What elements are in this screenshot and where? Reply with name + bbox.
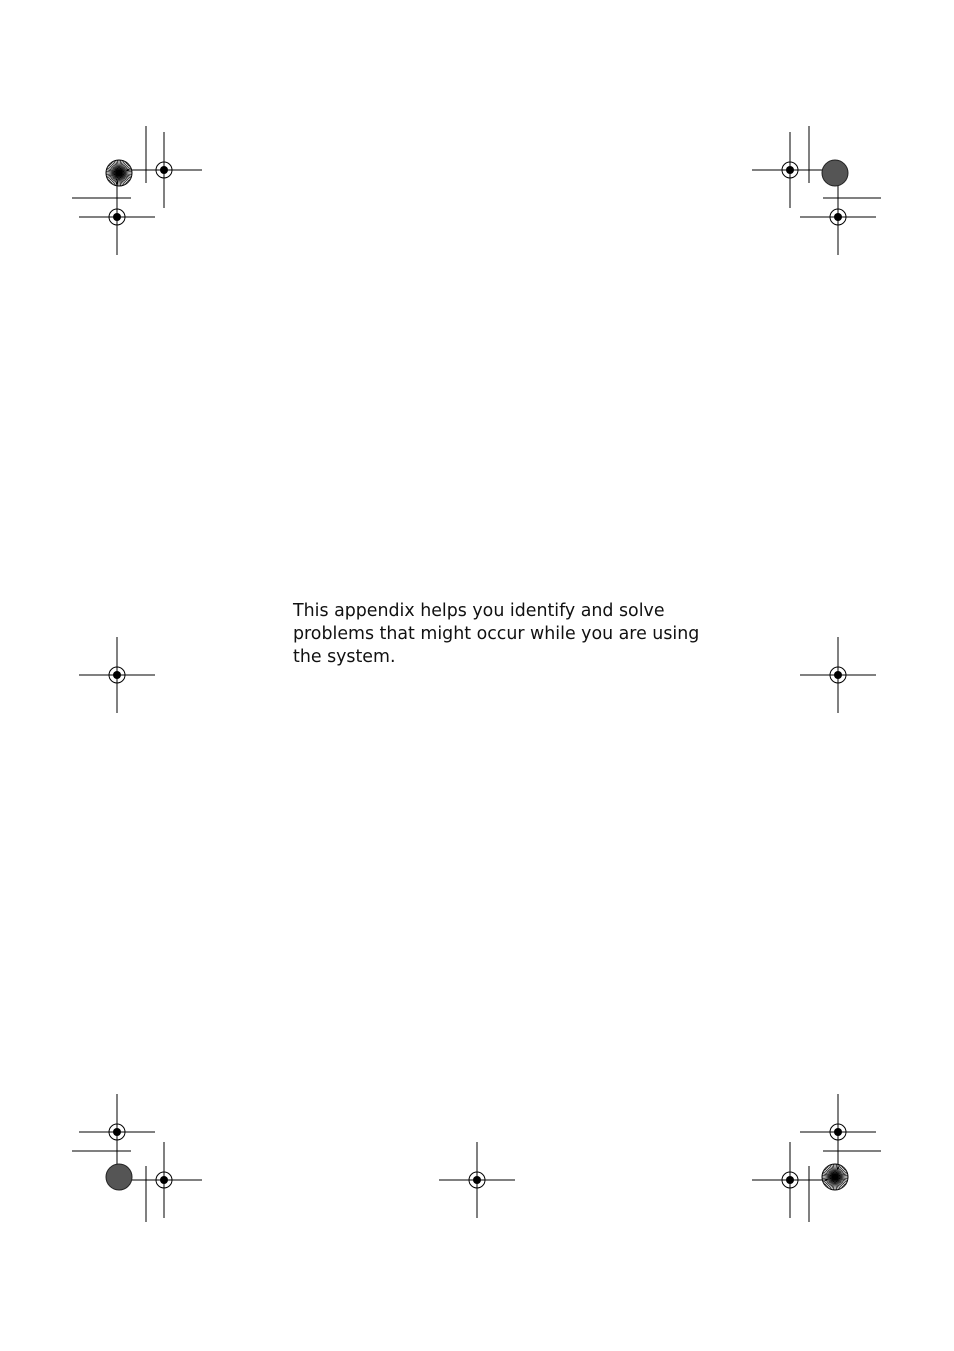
registration-target-icon bbox=[439, 1142, 515, 1218]
registration-target-icon bbox=[800, 1094, 876, 1170]
registration-target-icon bbox=[79, 179, 155, 255]
registration-target-icon bbox=[126, 1142, 202, 1218]
registration-target-icon bbox=[752, 1142, 828, 1218]
registration-target-icon bbox=[752, 132, 828, 208]
registration-target-icon bbox=[126, 132, 202, 208]
registration-target-icon bbox=[800, 179, 876, 255]
star-target-icon bbox=[822, 1164, 848, 1190]
intro-paragraph: This appendix helps you identify and solve problems that might occur while you are using the system. bbox=[293, 601, 700, 667]
registration-target-icon bbox=[79, 637, 155, 713]
registration-target-icon bbox=[79, 1094, 155, 1170]
crop-marks bbox=[72, 126, 881, 1222]
star-target-icon bbox=[106, 160, 132, 186]
registration-target-icon bbox=[800, 637, 876, 713]
color-bar-icon bbox=[106, 1164, 132, 1190]
color-bar-icon bbox=[822, 160, 848, 186]
